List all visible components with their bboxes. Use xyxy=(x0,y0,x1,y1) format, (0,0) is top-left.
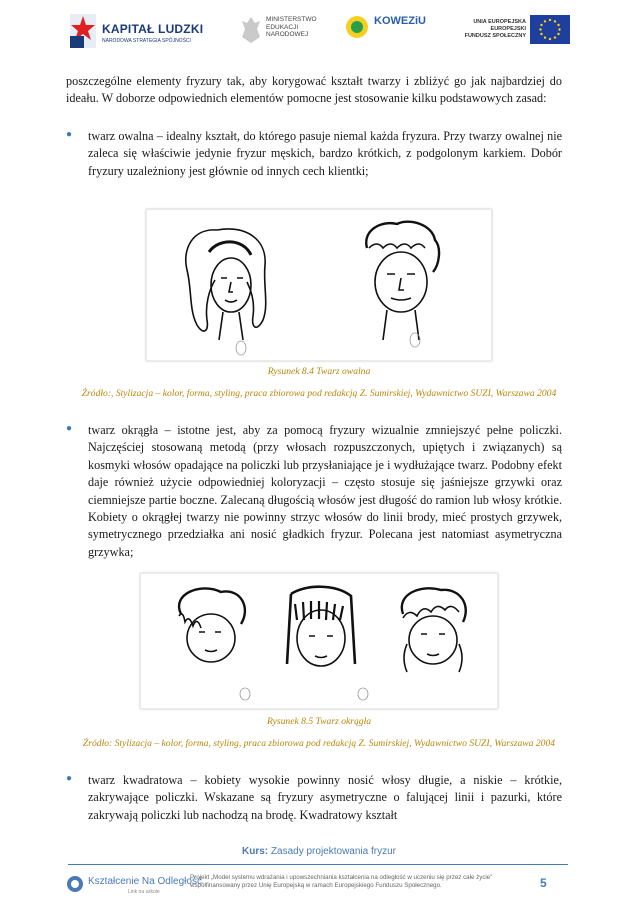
bullet-dot-icon: ● xyxy=(66,129,73,140)
figure1-source: Źródło:, Stylizacja – kolor, forma, styling, praca zbiorowa pod redakcją Z. Sumirskiej, Wydawnictwo SUZI, Warszawa 2004 xyxy=(81,388,557,399)
bullet-text: twarz okrągła – istotne jest, aby za pomocą fryzury wizualnie zmniejszyć pełne policzki. Najczęściej stosowaną metodą (przy włosach rozpuszczonych, upiętych i związanych) są kosmyki włosów opadające na policzki lub przysłaniające je i wydłużające twarz. Podobny efekt daje również użycie odpowiedniej koloryzacji – często stosuje się jaśniejsze grzywki oraz ciemniejsze partie boczne. Zalecaną długością włosów jest długość do ramion lub włosy krótkie. Kobiety o okrągłej twarzy nie powinny strzyc włosów do linii brody, mieć prostych grzywek, symetrycznego przedziałka ani nosić gładkich fryzur. Polecana jest natomiast asymetryczna grzywka; xyxy=(88,423,562,559)
eu-flag-icon xyxy=(530,15,570,44)
ministerstwo-logo xyxy=(240,10,326,54)
koweziu-logo xyxy=(344,10,424,54)
footer-divider xyxy=(68,864,568,865)
kno-logo-name: Kształcenie Na Odległość xyxy=(88,876,202,887)
kno-logo-sub: Link na szkole xyxy=(128,889,160,895)
figure-oval-face xyxy=(146,209,492,361)
koweziu-name: KOWEZiU xyxy=(374,15,426,27)
kl-subtitle: NARODOWA STRATEGIA SPÓJNOŚCI xyxy=(102,38,191,44)
round-face-illustration xyxy=(141,574,497,708)
figure-round-face xyxy=(140,573,498,709)
page-number: 5 xyxy=(540,876,547,890)
header-logos xyxy=(68,10,570,54)
kl-star-icon xyxy=(68,10,98,50)
project-note: Projekt „Model systemu wdrażania i upowszechniania kształcenia na odległość w uczeniu się przez całe życie” współfinansowany przez Unię Europejską w ramach Europejskiego Funduszu Społecznego. xyxy=(190,874,493,889)
bullet-dot-icon: ● xyxy=(66,423,73,434)
course-footer-title: Kurs: Zasady projektowania fryzur xyxy=(242,846,396,857)
oval-face-illustration xyxy=(147,210,491,360)
kapital-ludzki-logo xyxy=(68,10,218,54)
intro-paragraph: poszczególne elementy fryzury tak, aby korygować kształt twarzy i zbliżyć go jak najbardziej do ideału. W doborze odpowiednich elementów pomocne jest stosowanie kilku podstawowych zasad: xyxy=(66,74,562,106)
kl-title: KAPITAŁ LUDZKI xyxy=(102,22,204,36)
bullet-dot-icon: ● xyxy=(66,773,73,784)
figure1-caption: Rysunek 8.4 Twarz owalna xyxy=(267,366,371,377)
koweziu-mark-icon xyxy=(344,14,370,40)
kno-mark-icon xyxy=(66,875,84,893)
eu-text: UNIA EUROPEJSKA EUROPEJSKI FUNDUSZ SPOŁECZNY xyxy=(464,19,526,39)
figure2-source: Źródło: Stylizacja – kolor, forma, styling, praca zbiorowa pod redakcją Z. Sumirskiej, Wydawnictwo SUZI, Warszawa 2004 xyxy=(82,738,556,749)
eu-logo xyxy=(464,10,570,54)
figure2-caption: Rysunek 8.5 Twarz okrągła xyxy=(266,716,372,727)
ministerstwo-name: MINISTERSTWO EDUKACJI NARODOWEJ xyxy=(266,16,317,39)
eagle-emblem-icon xyxy=(240,15,262,45)
bullet-text: twarz kwadratowa – kobiety wysokie powinny nosić włosy długie, a niskie – krótkie, zakrywające policzki. Wskazane są fryzury asymetryczne o falującej linii i pazurki, które zakrywają policzki lub nachodzą na brodę. Kwadratowy kształt xyxy=(88,773,562,822)
kno-logo xyxy=(66,872,202,898)
bullet-text: twarz owalna – idealny kształt, do którego pasuje niemal każda fryzura. Przy twarzy owalnej nie zaleca się właściwie jedynie fryzur męskich, bardzo krótkich, z podgolonym karkiem. Dobór fryzury uzależniony jest głównie od innych cech klientki; xyxy=(88,129,562,178)
